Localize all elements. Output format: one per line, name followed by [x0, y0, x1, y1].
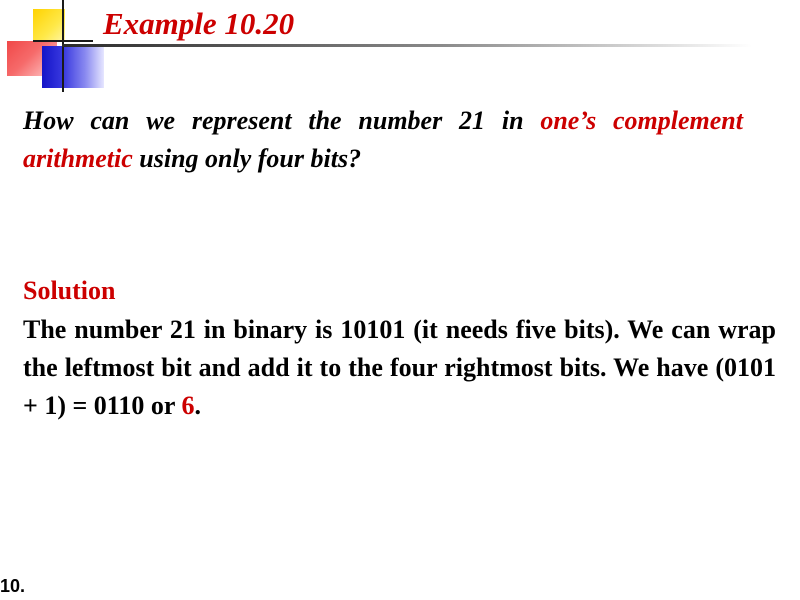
question-text-part1: How can we represent the number 21 in — [23, 106, 541, 135]
horizontal-rule-decoration — [33, 40, 93, 42]
slide-number: 10. — [0, 576, 26, 596]
slide-title: Example 10.20 — [103, 6, 295, 41]
yellow-square-decoration — [33, 9, 65, 42]
title-underline-rule — [62, 44, 752, 47]
solution-body — [23, 311, 776, 425]
question-text — [23, 102, 743, 178]
blue-square-decoration — [42, 46, 104, 88]
question-highlight: one’s complement arithmetic — [23, 106, 743, 173]
question-text-part2: using only four bits? — [132, 144, 362, 173]
solution-body-part2: . — [194, 391, 201, 420]
solution-highlight-value: 6 — [181, 391, 195, 420]
solution-heading: Solution — [23, 276, 116, 305]
solution-body-part1: The number 21 in binary is 10101 (it needs five bits). We can wrap the leftmost bit and add it to the four rightmost bits. We have (0101 + 1) = 0110 or — [23, 315, 776, 420]
